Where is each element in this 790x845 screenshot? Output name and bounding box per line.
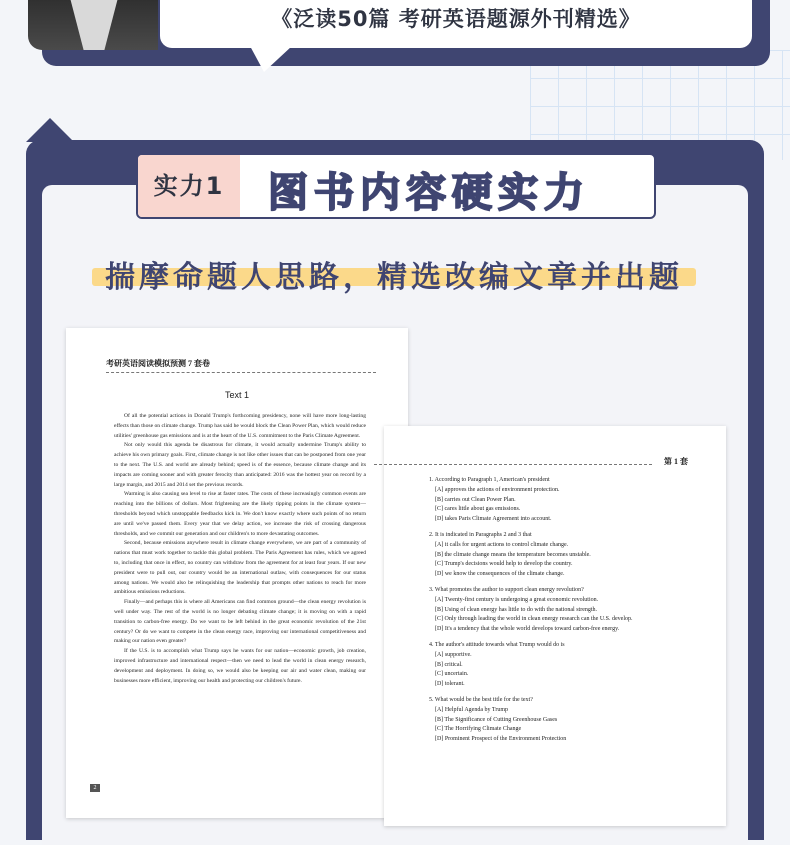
question-option: [D] tolerant. bbox=[435, 681, 465, 688]
question-option: [A] Twenty-first century is undergoing a great economic revolution. bbox=[435, 596, 599, 603]
question-option: [D] takes Paris Climate Agreement into account. bbox=[435, 516, 552, 523]
question-option: [C] The Horrifying Climate Change bbox=[435, 726, 522, 733]
question-stem: 1. According to Paragraph 1, American's president bbox=[429, 477, 550, 483]
question-option: [A] Helpful Agenda by Trump bbox=[435, 706, 508, 713]
question-option: [B] The Significance of Cutting Greenhouse Gases bbox=[435, 716, 558, 723]
question-option: [C] uncertain. bbox=[435, 671, 469, 678]
badge-title: 图书内容硬实力 bbox=[268, 170, 590, 216]
question-item bbox=[429, 696, 719, 745]
badge-label-box bbox=[138, 155, 240, 217]
passage-paragraph: Warming is also causing sea level to rise at faster rates. The costs of these increasingly common events are reaching into the billions of dollars. Most frightening are the likely tipping points in the climate system—thresholds beyond which unstoppable feedbacks kick in. We don't know exactly where such points of no return are until we've passed them. Every year that we delay action, we increase the risk of crossing dangerous thresholds, and we commit our generation and our children's to more devastating outcomes. bbox=[114, 491, 366, 537]
running-head-rule bbox=[106, 372, 376, 373]
passage-paragraph: Finally—and perhaps this is where all Americans can find common ground—the clean energy revolution is well under way. The rest of the world is no longer debating climate change; it is moving on with a rapid transition to carbon-free energy. Do we want to be left behind in the great economic revolution of the 21st century? Or do we want to compete in the clean energy race, improving our international competitiveness and making our nation even greater? bbox=[114, 599, 366, 645]
speech-bubble-tail bbox=[250, 46, 292, 72]
sample-page-passage bbox=[66, 328, 408, 818]
passage-title: Text 1 bbox=[224, 390, 249, 400]
passage-paragraph: Not only would this agenda be disastrous for climate, it would actually undermine Trump's ability to achieve his own primary goals. First, climate change is not like other issues that can be postponed from one year to the next. The U.S. and world are already behind; speed is of the essence, because climate change and its impacts are coming sooner and with greater ferocity than anticipated: 2016 was the hottest year on record by a large margin, and 2015 and 2014 set the previous records. bbox=[114, 442, 366, 488]
passage-paragraph: Second, because emissions anywhere result in climate change everywhere, we are part of a community of nations that must work together to tackle this global problem. The Paris Agreement has rules, which we agreed to, including that once in effect, no country can withdraw from the agreement for at least four years. If our new president were to pull out, our country would be an international outlaw, with consequences for our status among nations. We would also be relinquishing the leadership that prompts other nations to reach for more ambitious emissions reductions. bbox=[114, 540, 366, 596]
book-tagline: 《泛读50篇 考研英语题源外刊精选》 bbox=[271, 7, 641, 31]
running-head: 考研英语阅读模拟预测 7 套卷 bbox=[106, 359, 210, 368]
question-stem: 5. What would be the best title for the text? bbox=[429, 696, 533, 703]
page-number: 2 bbox=[90, 784, 100, 792]
passage-body bbox=[114, 412, 366, 686]
running-head-rule bbox=[374, 464, 652, 465]
question-item bbox=[429, 641, 719, 690]
section-badge bbox=[136, 153, 656, 219]
question-option: [D] It's a tendency that the whole world develops toward carbon-free energy. bbox=[435, 626, 620, 633]
question-option: [B] the climate change means the temperature becomes unstable. bbox=[435, 551, 591, 558]
shirt-collar bbox=[68, 0, 120, 50]
passage-paragraph: Of all the potential actions in Donald Trump's forthcoming presidency, none will have more long-lasting effects than those on climate change. Trump has said he would block the Clean Power Plan, which would reduce utilities' greenhouse gas emissions and is at the heart of the U.S. commitment to the Paris Climate Agreement. bbox=[114, 413, 366, 439]
question-stem: 3. What promotes the author to support clean energy revolution? bbox=[429, 586, 584, 593]
question-option: [A] it calls for urgent actions to control climate change. bbox=[435, 541, 569, 548]
question-option: [A] supportive. bbox=[435, 651, 472, 658]
panel-notch bbox=[26, 118, 74, 142]
question-stem: 2. It is indicated in Paragraphs 2 and 3 that bbox=[429, 531, 532, 538]
author-photo bbox=[28, 0, 158, 50]
running-head: 第 1 套 bbox=[664, 457, 688, 466]
question-option: [D] Prominent Prospect of the Environment Protection bbox=[435, 736, 567, 743]
passage-paragraph: If the U.S. is to accomplish what Trump says he wants for our nation—economic growth, job creation, improved infrastructure and international respect—then we need to lead the world in clean energy research, development and deployment. In doing so, we would also be keeping our air and water clean, making our businesses more efficient, improving our health and protecting our children's future. bbox=[114, 648, 366, 684]
question-list bbox=[429, 476, 719, 751]
question-item bbox=[429, 531, 719, 580]
question-item bbox=[429, 476, 719, 525]
question-option: [B] critical. bbox=[435, 661, 463, 668]
question-option: [D] we know the consequences of the climate change. bbox=[435, 571, 565, 578]
question-option: [C] cares little about gas emissions. bbox=[435, 506, 521, 513]
question-option: [B] carries out Clean Power Plan. bbox=[435, 496, 516, 503]
question-item bbox=[429, 586, 719, 635]
question-option: [A] approves the actions of environment protection. bbox=[435, 486, 560, 493]
question-option: [B] Using of clean energy has little to do with the national strength. bbox=[435, 606, 598, 613]
question-option: [C] Only through leading the world in clean energy research can the U.S. develop. bbox=[435, 616, 633, 623]
question-option: [C] Trump's decisions would help to develop the country. bbox=[435, 561, 573, 568]
sample-page-questions bbox=[384, 426, 726, 826]
badge-label: 实力1 bbox=[153, 172, 225, 200]
question-stem: 4. The author's attitude towards what Trump would do is bbox=[429, 641, 565, 648]
section-subtitle: 揣摩命题人思路，精选改编文章并出题 bbox=[105, 260, 683, 295]
